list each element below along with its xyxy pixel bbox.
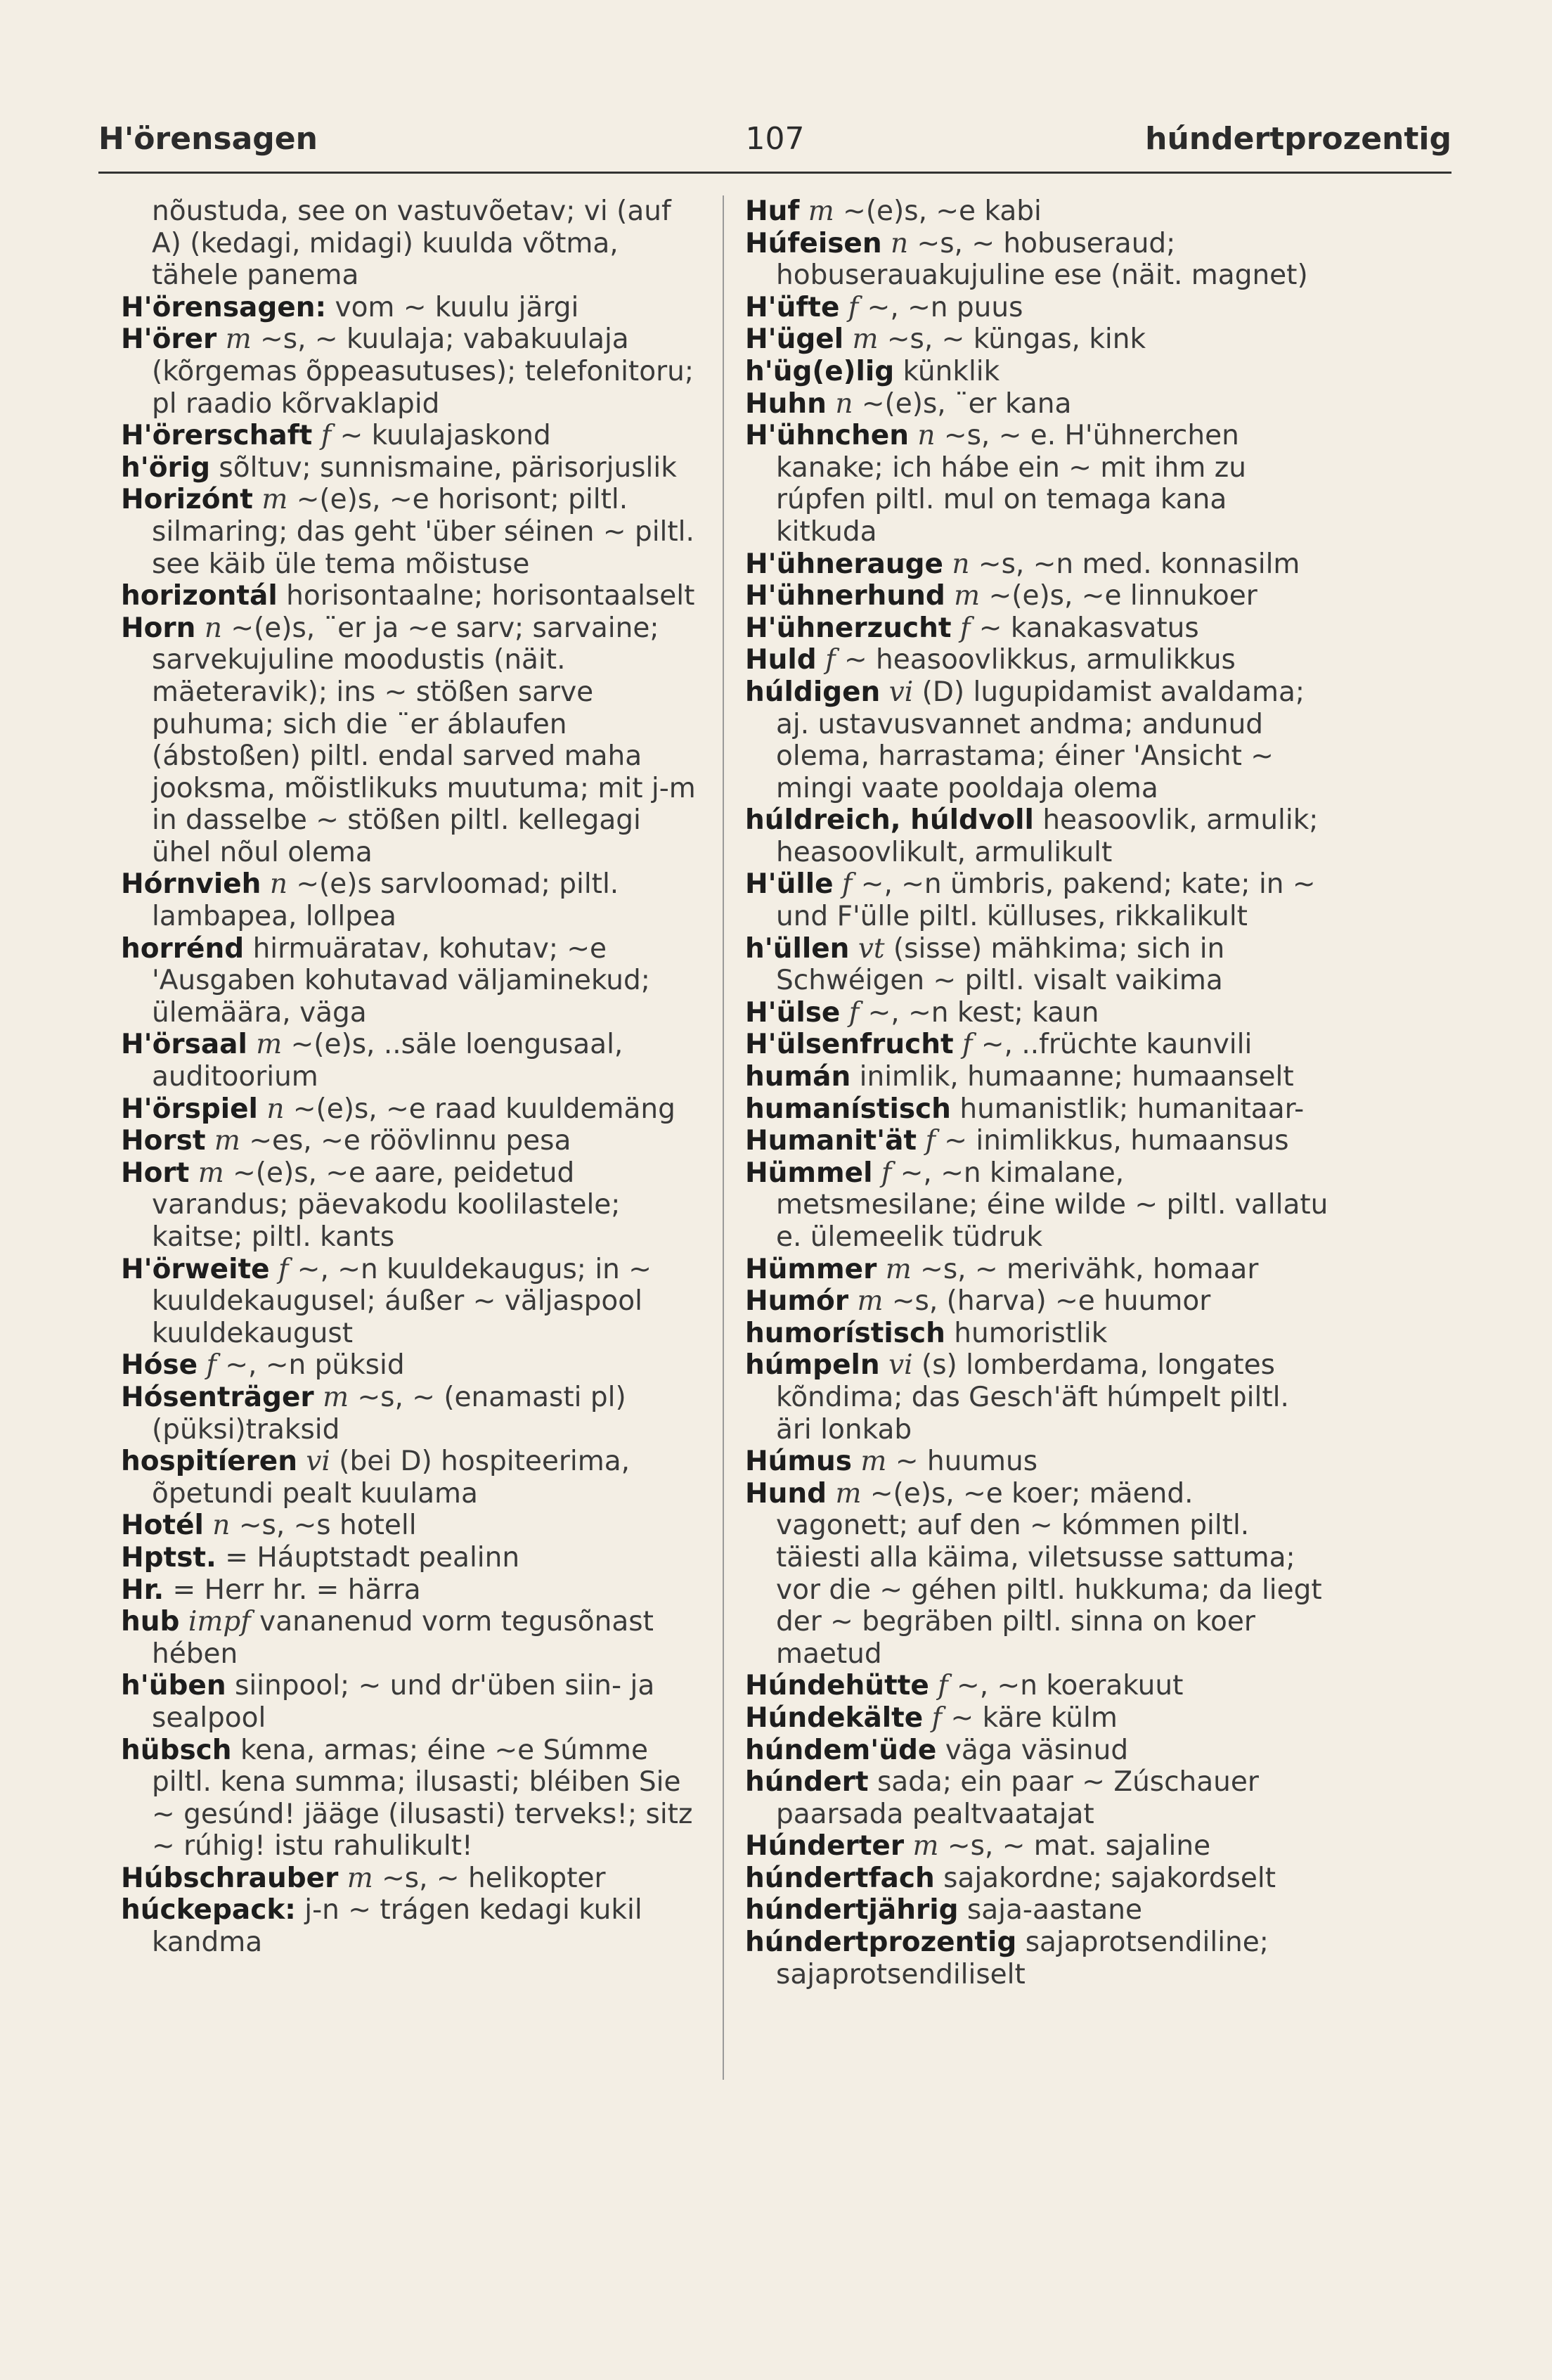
entry-definition: humanistlik; humanitaar-: [950, 1093, 1305, 1125]
entry-definition: ~s, ~s hotell: [230, 1510, 417, 1542]
entry-definition: ~ kuulajaskond: [331, 420, 551, 452]
dictionary-entry: [745, 548, 1332, 581]
entry-grammar: vi: [880, 676, 914, 708]
dictionary-entry: [745, 420, 1332, 548]
entry-definition: ~(e)s sarvloomad; piltl. lambapea, lollpea: [152, 868, 619, 933]
header-first-headword: H'örensagen: [98, 121, 318, 157]
dictionary-entry: [745, 1670, 1332, 1702]
entry-definition: ~(e)s, ~e koer; mäend. vagonett; auf den ~ kómmen piltl. täiesti alla käima, viletsusse sattuma; vor die ~ géhen piltl. hukkuma; da liegt der ~ begräben piltl. sinna on koer maetud: [776, 1477, 1322, 1670]
entry-headword: Hósenträger: [121, 1381, 314, 1413]
entry-headword: Hr.: [121, 1574, 164, 1606]
entry-headword: Hund: [745, 1477, 827, 1510]
entry-definition: ~s, ~ e. H'ühnerchen kanake; ich hábe ein ~ mit ihm zu rúpfen piltl. mul on temaga kana kitkuda: [776, 420, 1246, 548]
dictionary-entry: [745, 676, 1332, 804]
entry-headword: Hümmel: [745, 1157, 873, 1189]
entry-headword: h'üben: [121, 1670, 226, 1702]
entry-headword: humorístisch: [745, 1317, 945, 1349]
entry-grammar: n: [826, 387, 853, 420]
entry-headword: hübsch: [121, 1734, 232, 1766]
dictionary-entry: [745, 1863, 1332, 1895]
entry-headword: H'örspiel: [121, 1093, 258, 1125]
entry-definition: ~ heasoovlikkus, armulikkus: [835, 644, 1236, 676]
entry-headword: Horn: [121, 612, 196, 644]
entry-definition: ~s, ~ kuulaja; vabakuulaja (kõrgemas õppeasutuses); telefonitoru; pl raadio kõrvaklapid: [152, 323, 694, 420]
dictionary-entry: [745, 1735, 1332, 1767]
entry-headword: húldreich, húldvoll: [745, 804, 1034, 837]
dictionary-entry: [745, 1894, 1332, 1926]
entry-grammar: f: [840, 996, 860, 1029]
entry-definition: siinpool; ~ und dr'üben siin- ja sealpool: [152, 1670, 655, 1734]
entry-grammar: m: [216, 323, 252, 356]
entry-definition: sajaprotsendiline; sajaprotsendiliselt: [776, 1926, 1269, 1990]
entry-definition: sada; ein paar ~ Zúschauer paarsada pealtvaatajat: [776, 1766, 1259, 1830]
entry-definition: ~(e)s, ~e kabi: [834, 195, 1042, 227]
entry-definition: ~s, ~n med. konnasilm: [969, 548, 1300, 580]
entry-headword: h'üllen: [745, 932, 850, 965]
dictionary-entry: [121, 452, 697, 484]
dictionary-entry: [745, 323, 1332, 356]
entry-grammar: impf: [179, 1606, 251, 1638]
entry-definition: ~s, ~ merivähk, homaar: [911, 1253, 1259, 1285]
entry-definition: vananenud vorm tegusõnast hében: [152, 1606, 654, 1670]
column-divider: [723, 195, 724, 2080]
entry-definition: ~ käre külm: [942, 1702, 1118, 1734]
entry-grammar: m: [247, 1029, 283, 1061]
entry-headword: H'örer: [121, 323, 217, 356]
dictionary-entry: [121, 612, 697, 869]
entry-grammar: m: [313, 1381, 349, 1413]
entry-headword: H'ülle: [745, 868, 834, 901]
entry-grammar: f: [198, 1349, 216, 1382]
entry-definition: ~, ~n kest; kaun: [859, 996, 1099, 1029]
entry-headword: húmpeln: [745, 1349, 880, 1382]
entry-headword: húndertprozentig: [745, 1926, 1017, 1959]
dictionary-entry: [745, 388, 1332, 420]
entry-definition: künklik: [894, 355, 1000, 387]
entry-grammar: m: [904, 1830, 939, 1863]
entry-definition: kena, armas; éine ~e Súmme piltl. kena summa; ilusasti; bléiben Sie ~ gesúnd! jääge (ilusasti) terveks!; sitz ~ rúhig! istu rahulikult!: [152, 1734, 693, 1863]
entry-headword: hospitíeren: [121, 1446, 297, 1478]
dictionary-entry: [121, 1863, 697, 1895]
entry-definition: sõltuv; sunnismaine, pärisorjuslik: [210, 451, 677, 484]
entry-definition: inimlik, humaanne; humaanselt: [851, 1061, 1294, 1093]
entry-grammar: f: [816, 644, 836, 676]
entry-headword: horrénd: [121, 932, 245, 965]
entry-headword: Hort: [121, 1157, 190, 1189]
dictionary-entry: [745, 1285, 1332, 1318]
entry-grammar: f: [872, 1157, 892, 1189]
entry-grammar: n: [943, 548, 970, 580]
entry-definition: = Herr hr. = härra: [164, 1574, 421, 1606]
dictionary-entry: [121, 420, 697, 452]
entry-headword: Horizónt: [121, 484, 253, 516]
entry-headword: Huf: [745, 195, 800, 227]
dictionary-entry: [745, 804, 1332, 868]
entry-headword: Húnderter: [745, 1830, 905, 1863]
dictionary-entry: [121, 1735, 697, 1863]
entry-definition: ~, ~n puus: [858, 291, 1023, 323]
entry-headword: horizontál: [121, 580, 278, 612]
entry-definition: ~(e)s, ~e raad kuuldemäng: [284, 1093, 675, 1125]
entry-definition: ~(e)s, ~e linnukoer: [980, 580, 1257, 612]
dictionary-entry: [745, 868, 1332, 932]
dictionary-entry: [745, 1446, 1332, 1478]
page-header: [98, 118, 1451, 174]
entry-definition: ~, ~n kuuldekaugus; in ~ kuuldekaugusel; áußer ~ väljaspool kuuldekaugust: [152, 1253, 652, 1349]
entry-definition: ~ inimlikkus, humaansus: [935, 1125, 1289, 1157]
dictionary-entry: [745, 997, 1332, 1029]
dictionary-entry: [121, 1125, 697, 1157]
entry-grammar: n: [908, 420, 936, 452]
entry-headword: H'ülsenfrucht: [745, 1029, 954, 1061]
entry-headword: húndem'üde: [745, 1734, 937, 1766]
entry-grammar: n: [195, 612, 222, 644]
dictionary-entry: [121, 580, 697, 612]
entry-grammar: f: [951, 612, 971, 644]
entry-definition: ~s, ~ helikopter: [373, 1862, 606, 1894]
entry-definition: ~, ..früchte kaunvili: [972, 1029, 1253, 1061]
entry-definition: ~s, ~ (enamasti pl) (püksi)traksid: [152, 1381, 626, 1446]
dictionary-entry: [745, 1766, 1332, 1830]
entry-headword: Horst: [121, 1125, 206, 1157]
entry-headword: Huld: [745, 644, 817, 676]
entry-definition: (bei D) hospiteerima, õpetundi pealt kuulama: [152, 1446, 630, 1510]
entry-grammar: m: [205, 1125, 240, 1157]
entry-grammar: m: [799, 195, 834, 227]
entry-headword: humanístisch: [745, 1093, 951, 1125]
entry-definition: heasoovlik, armulik; heasoovlikult, armulikult: [776, 804, 1319, 868]
dictionary-entry: [745, 1830, 1332, 1863]
entry-grammar: vt: [849, 932, 885, 965]
entry-definition: ~, ~n ümbris, pakend; kate; in ~ und F'ülle piltl. külluses, rikkalikult: [776, 868, 1316, 933]
entry-definition: hirmuäratav, kohutav; ~e 'Ausgaben kohutavad väljaminekud; ülemäära, väga: [152, 932, 650, 1029]
dictionary-entry: [121, 1894, 697, 1958]
dictionary-entry: [745, 1254, 1332, 1286]
entry-headword: H'örensagen:: [121, 291, 327, 323]
dictionary-entry: [121, 1157, 697, 1254]
entry-headword: Humanit'ät: [745, 1125, 917, 1157]
dictionary-entry: [121, 1093, 697, 1126]
entry-definition: ~ huumus: [886, 1446, 1038, 1478]
dictionary-entry: [121, 1542, 697, 1574]
dictionary-entry: [121, 868, 697, 932]
dictionary-entry: [121, 292, 697, 324]
entry-headword: H'örerschaft: [121, 420, 313, 452]
entry-grammar: m: [252, 484, 288, 516]
entry-definition: ~, ~n püksid: [216, 1349, 405, 1382]
entry-headword: Hümmer: [745, 1253, 877, 1285]
entry-headword: Huhn: [745, 387, 827, 420]
entry-definition: (sisse) mähkima; sich in Schwéigen ~ piltl. visalt vaikima: [776, 932, 1225, 997]
dictionary-entry: [745, 1125, 1332, 1157]
dictionary-entry: [745, 1702, 1332, 1735]
dictionary-entry: [121, 1446, 697, 1510]
entry-grammar: f: [833, 868, 853, 901]
entry-definition: ~s, ~ hobuseraud; hobuserauakujuline ese (näit. magnet): [776, 227, 1308, 292]
dictionary-entry: [745, 292, 1332, 324]
entry-headword: H'ülse: [745, 996, 841, 1029]
entry-definition: ~(e)s, ¨er kana: [853, 387, 1072, 420]
entry-grammar: m: [945, 580, 981, 612]
left-column: [121, 195, 697, 1959]
entry-definition: ~(e)s, ¨er ja ~e sarv; sarvaine; sarvekujuline moodustis (näit. mäeteravik); ins ~ stößen sarve puhuma; sich die ¨er áblaufen (ábstoßen) piltl. endal sarved maha jooksma, mõistlikuks muutuma; mit j-m in dasselbe ~ stößen piltl. kellegagi ühel nõul olema: [152, 612, 696, 868]
dictionary-entry: [745, 644, 1332, 676]
entry-definition: ~(e)s, ..säle loengusaal, auditoorium: [152, 1029, 623, 1093]
entry-headword: Hotél: [121, 1510, 204, 1542]
entry-headword: Húbschrauber: [121, 1862, 339, 1894]
dictionary-entry: [121, 1029, 697, 1093]
entry-definition: vom ~ kuulu järgi: [326, 291, 579, 323]
entry-grammar: f: [839, 291, 859, 323]
entry-grammar: f: [923, 1702, 943, 1734]
entry-headword: H'ühnerzucht: [745, 612, 952, 644]
entry-definition: humoristlik: [945, 1317, 1108, 1349]
dictionary-entry: [745, 1478, 1332, 1671]
entry-grammar: f: [953, 1029, 973, 1061]
entry-grammar: n: [257, 1093, 285, 1125]
dictionary-entry: [121, 1382, 697, 1446]
dictionary-entry: [745, 1349, 1332, 1446]
entry-definition: ~s, ~ mat. sajaline: [938, 1830, 1211, 1863]
dictionary-entry: [121, 195, 697, 292]
entry-headword: Hptst.: [121, 1541, 216, 1574]
entry-headword: Hóse: [121, 1349, 198, 1382]
dictionary-entry: [121, 1510, 697, 1542]
entry-continuation: nõustuda, see on vastuvõetav; vi (auf A) (kedagi, midagi) kuulda võtma, tähele panema: [152, 195, 671, 292]
entry-headword: húndert: [745, 1766, 869, 1799]
entry-headword: h'üg(e)lig: [745, 355, 895, 387]
dictionary-entry: [745, 1926, 1332, 1990]
entry-definition: ~(e)s, ~e horisont; piltl. silmaring; das geht 'über séinen ~ piltl. see käib üle tema mõistuse: [152, 484, 694, 580]
entry-headword: Húmus: [745, 1446, 853, 1478]
entry-grammar: n: [881, 227, 909, 259]
dictionary-entry: [745, 195, 1332, 228]
entry-headword: húldigen: [745, 676, 881, 708]
dictionary-entry: [121, 1670, 697, 1734]
entry-headword: H'ügel: [745, 323, 844, 356]
entry-grammar: m: [843, 323, 879, 356]
entry-headword: h'örig: [121, 451, 211, 484]
entry-headword: Hórnvieh: [121, 868, 261, 901]
right-column: [745, 195, 1332, 1990]
dictionary-entry: [121, 1254, 697, 1350]
dictionary-entry: [121, 933, 697, 1029]
entry-headword: H'üfte: [745, 291, 840, 323]
dictionary-entry: [745, 228, 1332, 292]
dictionary-entry: [121, 1606, 697, 1670]
entry-definition: horisontaalne; horisontaalselt: [277, 580, 695, 612]
entry-definition: saja-aastane: [958, 1894, 1142, 1926]
dictionary-entry: [745, 612, 1332, 645]
entry-grammar: m: [827, 1477, 862, 1510]
entry-headword: húndertfach: [745, 1862, 935, 1894]
page-number: 107: [745, 121, 805, 157]
entry-headword: Humór: [745, 1285, 849, 1318]
entry-grammar: m: [852, 1446, 887, 1478]
entry-headword: hub: [121, 1606, 180, 1638]
entry-grammar: m: [338, 1862, 373, 1894]
dictionary-entry: [745, 356, 1332, 388]
entry-grammar: f: [929, 1670, 948, 1702]
entry-definition: ~s, (harva) ~e huumor: [883, 1285, 1211, 1318]
entry-headword: Húndekälte: [745, 1702, 924, 1734]
entry-headword: H'ühnerhund: [745, 580, 945, 612]
entry-grammar: m: [189, 1157, 224, 1189]
entry-definition: ~, ~n kimalane, metsmesilane; éine wilde ~ piltl. vallatu e. ülemeelik tüdruk: [776, 1157, 1328, 1253]
dictionary-entry: [745, 580, 1332, 612]
dictionary-entry: [745, 933, 1332, 997]
dictionary-entry: [745, 1029, 1332, 1061]
entry-grammar: vi: [879, 1349, 913, 1382]
entry-definition: ~es, ~e röövlinnu pesa: [240, 1125, 571, 1157]
entry-headword: húckepack:: [121, 1894, 296, 1926]
entry-grammar: vi: [297, 1446, 330, 1478]
entry-grammar: f: [312, 420, 332, 452]
dictionary-entry: [121, 1574, 697, 1607]
entry-grammar: n: [203, 1510, 231, 1542]
entry-headword: humán: [745, 1061, 851, 1093]
entry-headword: H'örweite: [121, 1253, 270, 1285]
entry-definition: ~, ~n koerakuut: [948, 1670, 1184, 1702]
entry-grammar: m: [848, 1285, 884, 1318]
entry-grammar: m: [877, 1253, 912, 1285]
entry-headword: Húfeisen: [745, 227, 882, 259]
dictionary-entry: [121, 484, 697, 580]
entry-grammar: f: [269, 1253, 289, 1285]
entry-definition: ~(e)s, ~e aare, peidetud varandus; päevakodu koolilastele; kaitse; piltl. kants: [152, 1157, 621, 1253]
entry-definition: sajakordne; sajakordselt: [934, 1862, 1276, 1894]
dictionary-entry: [745, 1157, 1332, 1254]
entry-grammar: f: [917, 1125, 936, 1157]
header-last-headword: húndertprozentig: [1145, 121, 1451, 157]
entry-definition: ~s, ~ küngas, kink: [878, 323, 1146, 356]
entry-headword: H'ühnchen: [745, 420, 909, 452]
entry-definition: j-n ~ trágen kedagi kukil kandma: [152, 1894, 642, 1959]
dictionary-entry: [121, 1349, 697, 1382]
entry-definition: ~ kanakasvatus: [970, 612, 1199, 644]
dictionary-entry: [745, 1093, 1332, 1126]
entry-definition: väga väsinud: [936, 1734, 1129, 1766]
entry-grammar: n: [261, 868, 287, 901]
entry-headword: húndertjährig: [745, 1894, 959, 1926]
entry-definition: (s) lomberdama, longates kõndima; das Gesch'äft húmpelt piltl. äri lonkab: [776, 1349, 1289, 1446]
entry-headword: Húndehütte: [745, 1670, 929, 1702]
dictionary-entry: [745, 1318, 1332, 1350]
entry-definition: = Háuptstadt pealinn: [216, 1541, 520, 1574]
dictionary-entry: [121, 323, 697, 420]
entry-headword: H'örsaal: [121, 1029, 247, 1061]
dictionary-entry: [745, 1061, 1332, 1093]
entry-headword: H'ühnerauge: [745, 548, 944, 580]
entry-definition: (D) lugupidamist avaldama; aj. ustavusvannet andma; andunud olema, harrastama; éiner 'Ansicht ~ mingi vaate pooldaja olema: [776, 676, 1305, 804]
